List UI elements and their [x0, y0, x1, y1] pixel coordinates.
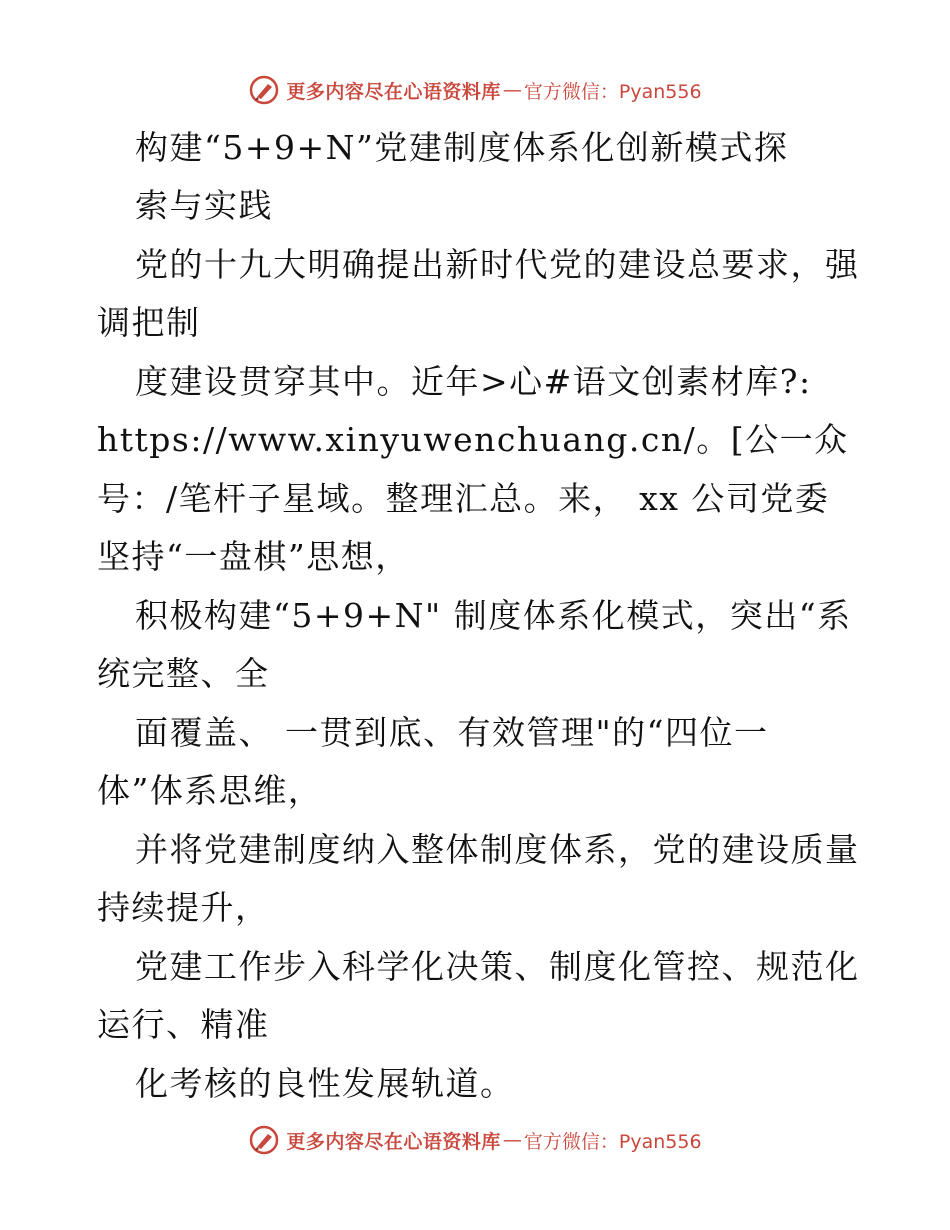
text-line: 持续提升， [97, 888, 270, 927]
banner-wechat-text: 官方微信：Pyan556 [523, 80, 702, 103]
text-line: 党建工作步入科学化决策、制度化管控、规范化 [135, 947, 860, 986]
pen-logo-icon [248, 74, 280, 106]
text-line: 号：/笔杆子星域。整理汇总。来， xx 公司党委 [97, 479, 830, 518]
text-line: 面覆盖、 一贯到底、有效管理"的“四位一 [135, 713, 769, 752]
banner-wechat-text: 官方微信：Pyan556 [523, 1130, 702, 1153]
text-line: 度建设贯穿其中。近年>心#语文创素材库?: [135, 362, 812, 401]
banner-main-text: 更多内容尽在心语资料库 [286, 80, 501, 103]
text-line: 调把制 [97, 303, 201, 342]
banner-main-text: 更多内容尽在心语资料库 [286, 1130, 501, 1153]
banner-dash: — [502, 79, 522, 101]
banner-dash: — [502, 1129, 522, 1151]
pen-logo-icon [248, 1124, 280, 1156]
header-banner [0, 70, 950, 110]
footer-banner [0, 1120, 950, 1160]
text-line: 坚持“一盘棋”思想， [97, 537, 410, 576]
text-line: 化考核的良性发展轨道。 [135, 1064, 515, 1103]
text-line: 统完整、全 [97, 654, 270, 693]
title-line-1: 构建“5+9+N”党建制度体系化创新模式探 [135, 128, 789, 167]
text-line: 体”体系思维， [97, 771, 323, 810]
text-line: 运行、精准 [97, 1005, 270, 1044]
text-line: https://www.xinyuwenchuang.cn/。[公一众 [97, 420, 849, 459]
title-line-2: 索与实践 [135, 186, 273, 225]
text-line: 积极构建“5+9+N" 制度体系化模式，突出“系 [135, 596, 852, 635]
text-line: 并将党建制度纳入整体制度体系，党的建设质量 [135, 830, 860, 869]
text-line: 党的十九大明确提出新时代党的建设总要求，强 [135, 245, 860, 284]
